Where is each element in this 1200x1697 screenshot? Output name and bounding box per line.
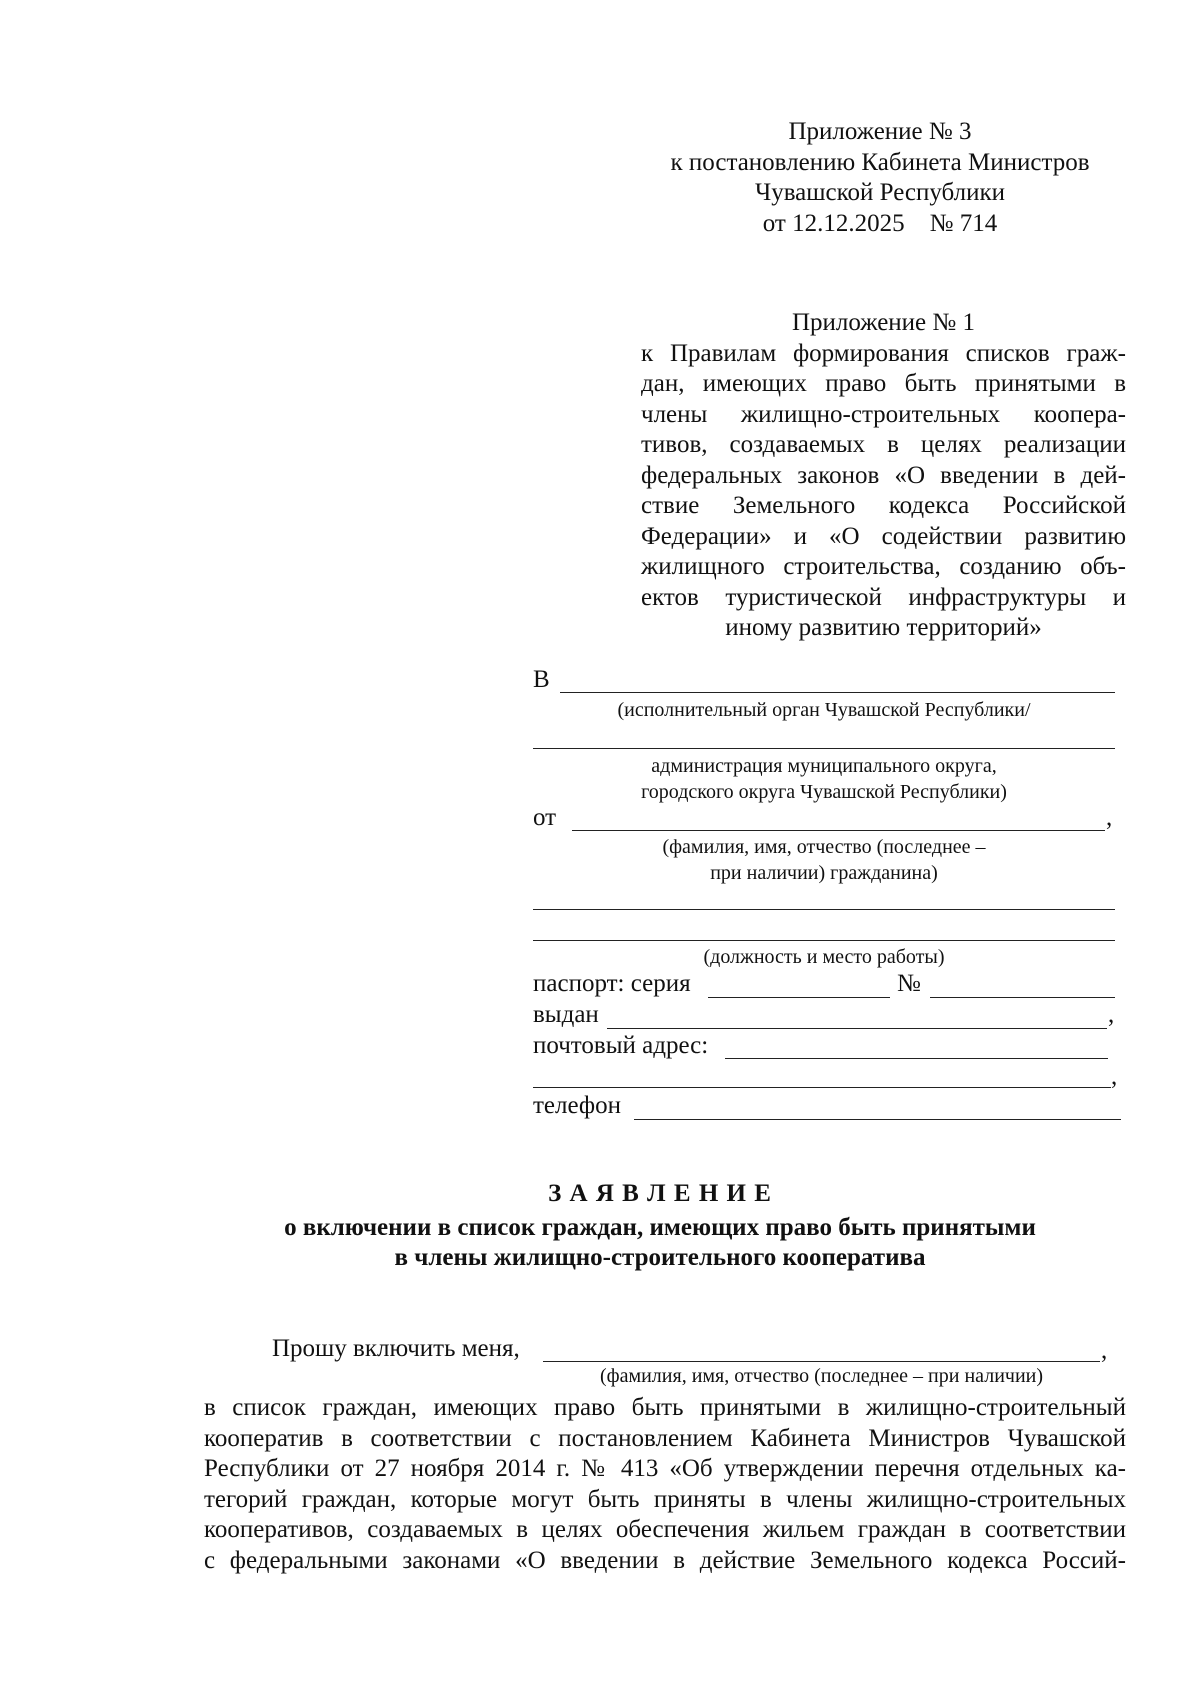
request-label: Прошу включить меня, bbox=[272, 1335, 520, 1362]
passport-series-field[interactable] bbox=[708, 997, 890, 998]
appendix-1-line: ствие Земельного кодекса Российской bbox=[641, 492, 1126, 519]
from-hint-2: при наличии) гражданина) bbox=[710, 862, 938, 884]
appendix-3-title: Приложение № 3 bbox=[788, 118, 972, 145]
request-name-field[interactable] bbox=[543, 1361, 1100, 1362]
passport-series-label: паспорт: серия bbox=[533, 970, 691, 997]
appendix-1-line: федеральных законов «О введении в дей- bbox=[641, 461, 1126, 489]
statement-subtitle-2: в члены жилищно-строительного кооператива bbox=[394, 1244, 926, 1271]
issued-field[interactable] bbox=[607, 1028, 1107, 1029]
body-line: с федеральными законами «О введении в действие Земельного кодекса Россий- bbox=[204, 1546, 1126, 1574]
appendix-3-stamp bbox=[620, 117, 1140, 239]
to-hint-2: администрация муниципального округа, bbox=[651, 755, 997, 777]
job-field-2[interactable] bbox=[533, 940, 1115, 941]
comma: , bbox=[1101, 1337, 1108, 1364]
appendix-1-line: тивов, создаваемых в целях реализации bbox=[641, 431, 1126, 458]
passport-number-label: № bbox=[897, 970, 921, 997]
appendix-1-line: члены жилищно-строительных коопера- bbox=[641, 400, 1126, 428]
request-name-hint: (фамилия, имя, отчество (последнее – при наличии) bbox=[599, 1365, 1044, 1387]
body-line: кооперативов, создаваемых в целях обеспечения жильем граждан в соответствии bbox=[204, 1516, 1126, 1543]
appendix-1-line: ектов туристической инфраструктуры и bbox=[641, 583, 1126, 611]
phone-field[interactable] bbox=[634, 1119, 1121, 1120]
appendix-1-block bbox=[641, 308, 1126, 644]
appendix-1-line: к Правилам формирования списков граж- bbox=[641, 339, 1126, 367]
body-line: Республики от 27 ноября 2014 г. № 413 «Об утверждении перечня отдельных ка- bbox=[204, 1455, 1126, 1482]
postal-address-label: почтовый адрес: bbox=[533, 1032, 709, 1059]
to-label: В bbox=[533, 666, 550, 693]
body-line: тегорий граждан, которые могут быть приняты в члены жилищно-строительных bbox=[204, 1485, 1126, 1513]
job-hint: (должность и место работы) bbox=[703, 946, 945, 968]
body-line: кооператив в соответствии с постановлением Кабинета Министров Чувашской bbox=[204, 1424, 1126, 1452]
statement-title: З А Я В Л Е Н И Е bbox=[548, 1180, 772, 1207]
comma: , bbox=[1106, 804, 1113, 831]
appendix-1-line: жилищного строительства, созданию объ- bbox=[641, 553, 1126, 580]
passport-number-field[interactable] bbox=[930, 997, 1115, 998]
from-label: от bbox=[533, 804, 557, 831]
statement-body bbox=[204, 1393, 1126, 1576]
phone-label: телефон bbox=[533, 1092, 621, 1119]
appendix-3-republic: Чувашской Республики bbox=[754, 179, 1006, 206]
appendix-1-title: Приложение № 1 bbox=[791, 309, 976, 336]
appendix-1-line: Федерации» и «О содействии развитию bbox=[641, 522, 1126, 550]
from-hint-1: (фамилия, имя, отчество (последнее – bbox=[662, 836, 986, 858]
appendix-1-line: дан, имеющих право быть принятыми в bbox=[641, 370, 1126, 397]
job-field-1[interactable] bbox=[533, 909, 1115, 910]
to-hint-3: городского округа Чувашской Республики) bbox=[641, 781, 1007, 803]
appendix-1-last-line: иному развитию территорий» bbox=[725, 614, 1042, 641]
to-hint-1: (исполнительный орган Чувашской Республики/ bbox=[617, 699, 1031, 721]
issued-label: выдан bbox=[533, 1001, 599, 1028]
comma: , bbox=[1108, 1001, 1115, 1028]
applicant-name-field[interactable] bbox=[572, 830, 1105, 831]
appendix-3-date-number: от 12.12.2025 № 714 bbox=[762, 209, 998, 237]
postal-address-field-2[interactable] bbox=[533, 1087, 1111, 1088]
comma: , bbox=[1111, 1063, 1118, 1090]
to-authority-field[interactable] bbox=[560, 692, 1115, 693]
appendix-3-reference: к постановлению Кабинета Министров bbox=[670, 148, 1090, 176]
to-authority-field-2[interactable] bbox=[533, 748, 1115, 749]
body-line: в список граждан, имеющих право быть принятыми в жилищно-строительный bbox=[204, 1394, 1126, 1421]
statement-subtitle-1: о включении в список граждан, имеющих право быть принятыми bbox=[284, 1214, 1036, 1241]
postal-address-field-1[interactable] bbox=[725, 1058, 1108, 1059]
